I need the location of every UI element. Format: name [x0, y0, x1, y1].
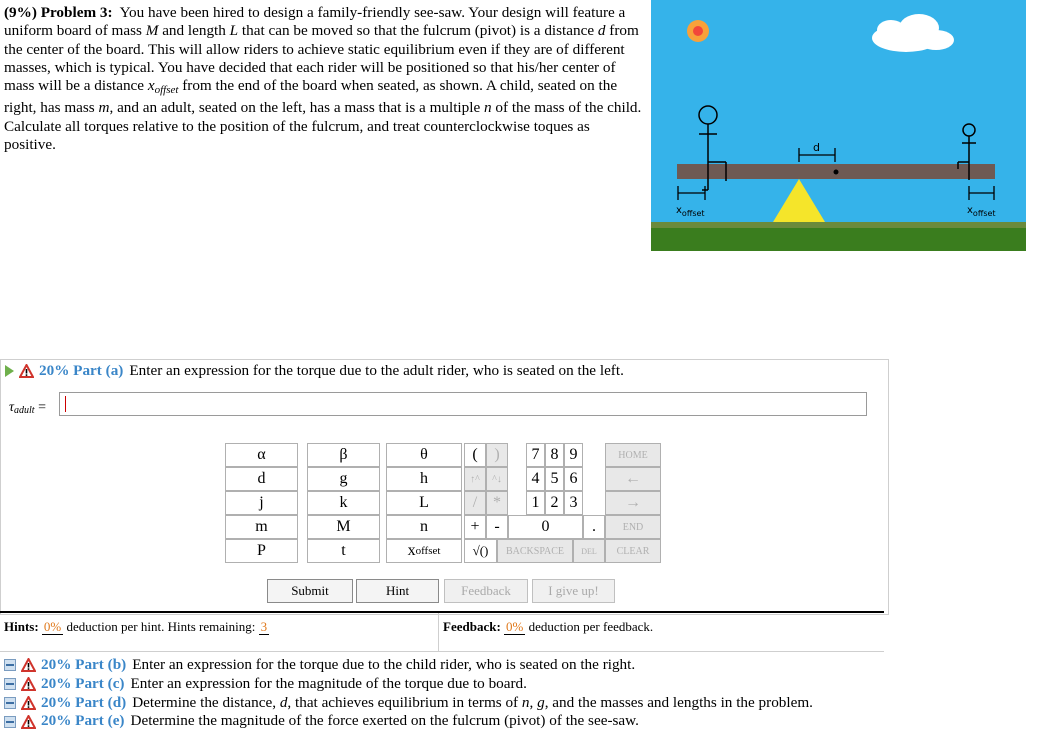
hints-info: Hints: 0% deduction per hint. Hints remaining: 3: [4, 619, 268, 634]
key-7[interactable]: 7: [526, 443, 545, 467]
problem-statement: [4, 4, 644, 154]
key-superscript-up[interactable]: ↑^: [464, 467, 486, 491]
part-a-percent: 20% Part (a): [39, 362, 124, 379]
key-open-paren[interactable]: (: [464, 443, 486, 467]
label-xoffset-right: $x_{offset}$: [967, 205, 996, 218]
collapsed-part-icon[interactable]: [4, 716, 16, 728]
part-c-percent: 20% Part (c): [41, 674, 125, 692]
part-b-row[interactable]: [4, 656, 813, 675]
key-del[interactable]: DEL: [573, 539, 605, 563]
key-9[interactable]: 9: [564, 443, 583, 467]
key-xoffset[interactable]: x offset: [386, 539, 462, 563]
part-d-row[interactable]: [4, 694, 813, 713]
part-d-prompt: Determine the distance, d, that achieves equilibrium in terms of n, g, and the masses and lengths in the problem.: [132, 693, 813, 711]
key-clear[interactable]: CLEAR: [605, 539, 661, 563]
key-divide[interactable]: /: [464, 491, 486, 515]
feedback-info: Feedback: 0% deduction per feedback.: [443, 619, 654, 634]
hints-feedback-bar: [0, 611, 884, 652]
label-xoffset-left: $x_{offset}$: [676, 205, 705, 218]
key-M[interactable]: M: [307, 515, 380, 539]
key-n[interactable]: n: [386, 515, 462, 539]
label-d: d: [813, 141, 820, 154]
key-superscript-down[interactable]: ^↓: [486, 467, 508, 491]
problem-text: You have been hired to design a family-friendly see-saw. Your design will feature a uniform board of mass: [4, 4, 626, 40]
hint-deduction: 0%: [43, 619, 62, 634]
hints-remaining: 3: [260, 619, 268, 634]
part-b-prompt: Enter an expression for the torque due to the child rider, who is seated on the right.: [132, 656, 636, 673]
submit-button[interactable]: Submit: [267, 579, 353, 603]
key-0[interactable]: 0: [508, 515, 583, 539]
key-m[interactable]: m: [225, 515, 298, 539]
part-c-prompt: Enter an expression for the magnitude of the torque due to board.: [130, 674, 527, 692]
key-backspace[interactable]: BACKSPACE: [497, 539, 573, 563]
key-L[interactable]: L: [386, 491, 462, 515]
part-e-row[interactable]: [4, 712, 813, 731]
key-minus[interactable]: -: [486, 515, 508, 539]
collapsed-part-icon[interactable]: [4, 678, 16, 690]
part-a-header: [5, 362, 624, 380]
text-caret: [65, 396, 66, 412]
divider: [438, 613, 439, 651]
collapsed-part-icon[interactable]: [4, 697, 16, 709]
feedback-button[interactable]: Feedback: [444, 579, 528, 603]
part-e-percent: 20% Part (e): [41, 712, 125, 730]
key-h[interactable]: h: [386, 467, 462, 491]
answer-label: τadult =: [9, 400, 46, 416]
key-j[interactable]: j: [225, 491, 298, 515]
warning-icon: [21, 715, 36, 729]
problem-text: of the mass of the child. Calculate all torques relative to the position of the fulcrum, and treat counterclockwise toques as positive.: [4, 99, 642, 154]
var-x: x: [147, 77, 155, 95]
var-M: M: [145, 22, 159, 40]
hint-button[interactable]: Hint: [356, 579, 439, 603]
give-up-button[interactable]: I give up!: [532, 579, 615, 603]
key-beta[interactable]: β: [307, 443, 380, 467]
part-e-prompt: Determine the magnitude of the force exerted on the fulcrum (pivot) of the see-saw.: [130, 712, 639, 730]
problem-text: from the end of the board when seated, as shown. A child, seated on the right, has mass: [4, 77, 618, 117]
parts-list: [4, 656, 813, 731]
key-g[interactable]: g: [307, 467, 380, 491]
key-P[interactable]: P: [225, 539, 298, 563]
key-right[interactable]: →: [605, 491, 661, 515]
key-3[interactable]: 3: [564, 491, 583, 515]
feedback-deduction: 0%: [506, 619, 524, 634]
key-dot[interactable]: .: [583, 515, 605, 539]
var-n: n: [484, 99, 492, 117]
problem-text: and length: [158, 22, 230, 40]
var-d: d: [597, 22, 606, 40]
warning-icon: [21, 658, 36, 672]
key-end[interactable]: END: [605, 515, 661, 539]
key-multiply[interactable]: *: [486, 491, 508, 515]
problem-text: that can be moved so that the fulcrum (pivot) is a distance: [238, 22, 598, 40]
key-close-paren[interactable]: ): [486, 443, 508, 467]
problem-text: , and an adult, seated on the left, has a mass that is a multiple: [109, 99, 484, 117]
seesaw-figure: [651, 0, 1026, 251]
key-4[interactable]: 4: [526, 467, 545, 491]
key-2[interactable]: 2: [545, 491, 564, 515]
key-t[interactable]: t: [307, 539, 380, 563]
var-m: m: [98, 99, 110, 117]
key-d[interactable]: d: [225, 467, 298, 491]
var-x-sub: offset: [154, 84, 179, 97]
part-a-panel: [0, 359, 889, 615]
problem-text: from the center of the board. This will allow riders to achieve static equilibrium even if they are of different masses, which is typical. You have decided that each rider will be positioned so that his/her center of mass will be a distance: [4, 22, 639, 95]
warning-icon: [19, 364, 34, 378]
key-plus[interactable]: +: [464, 515, 486, 539]
key-left[interactable]: ←: [605, 467, 661, 491]
key-home[interactable]: HOME: [605, 443, 661, 467]
part-c-row[interactable]: [4, 675, 813, 694]
collapsed-part-icon[interactable]: [4, 659, 16, 671]
expand-arrow-icon[interactable]: [5, 365, 14, 377]
key-5[interactable]: 5: [545, 467, 564, 491]
key-k[interactable]: k: [307, 491, 380, 515]
part-b-percent: 20% Part (b): [41, 656, 127, 673]
warning-icon: [21, 677, 36, 691]
key-8[interactable]: 8: [545, 443, 564, 467]
key-sqrt[interactable]: √(): [464, 539, 497, 563]
problem-header: (9%) Problem 3:: [4, 4, 113, 21]
answer-input[interactable]: [59, 392, 867, 416]
var-L: L: [229, 22, 239, 40]
warning-icon: [21, 696, 36, 710]
part-a-prompt: Enter an expression for the torque due to the adult rider, who is seated on the left.: [129, 362, 624, 379]
part-d-percent: 20% Part (d): [41, 693, 127, 711]
key-alpha[interactable]: α: [225, 443, 298, 467]
key-theta[interactable]: θ: [386, 443, 462, 467]
key-6[interactable]: 6: [564, 467, 583, 491]
key-1[interactable]: 1: [526, 491, 545, 515]
